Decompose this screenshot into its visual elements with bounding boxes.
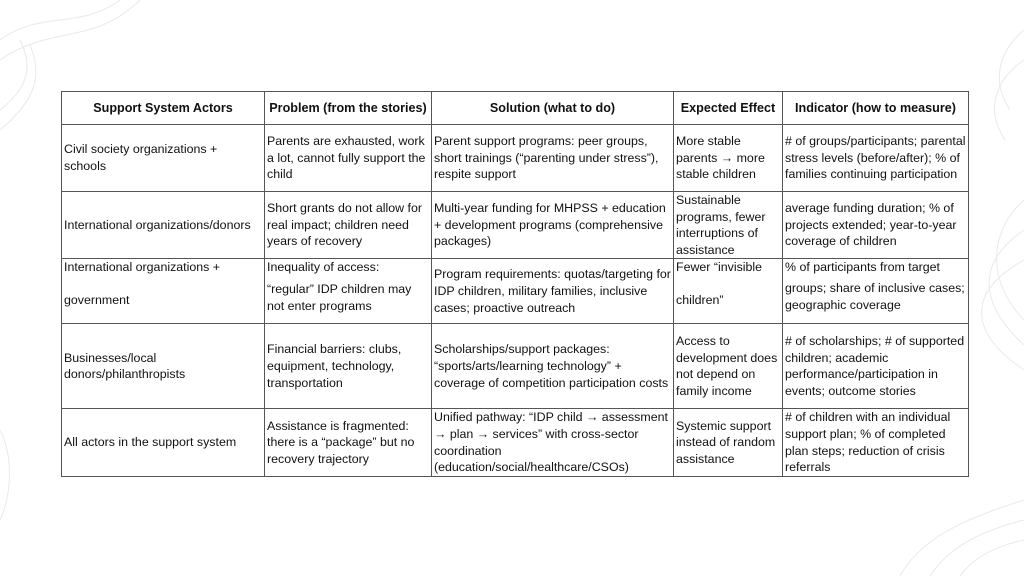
column-header-effect: Expected Effect bbox=[674, 92, 783, 125]
column-header-indicator: Indicator (how to measure) bbox=[783, 92, 969, 125]
cell-effect: Access to development does not depend on family income bbox=[674, 324, 783, 409]
table-row bbox=[62, 324, 969, 409]
column-header-actors: Support System Actors bbox=[62, 92, 265, 125]
cell-solution: Parent support programs: peer groups, short trainings (“parenting under stress”), respite support bbox=[432, 125, 674, 192]
cell-problem: Parents are exhausted, work a lot, cannot fully support the child bbox=[265, 125, 432, 192]
cell-effect-line2: children” bbox=[676, 292, 724, 307]
cell-problem: Assistance is fragmented: there is a “package” but no recovery trajectory bbox=[265, 409, 432, 476]
cell-indicator-line2: groups; share of inclusive cases; geographic coverage bbox=[785, 280, 965, 312]
cell-indicator bbox=[783, 259, 969, 324]
cell-effect: More stable parents → more stable children bbox=[674, 125, 783, 192]
cell-indicator: # of groups/participants; parental stress levels (before/after); % of families continuing participation bbox=[783, 125, 969, 192]
cell-indicator: # of children with an individual support plan; % of completed plan steps; reduction of crisis referrals bbox=[783, 409, 969, 476]
cell-solution: Unified pathway: “IDP child → assessment → plan → services” with cross-sector coordination (education/social/healthcare/CSOs) bbox=[432, 409, 674, 476]
table-row bbox=[62, 125, 969, 192]
cell-problem: Financial barriers: clubs, equipment, technology, transportation bbox=[265, 324, 432, 409]
cell-actors: Civil society organizations + schools bbox=[62, 125, 265, 192]
cell-actors: International organizations/donors bbox=[62, 192, 265, 259]
cell-effect: Sustainable programs, fewer interruptions of assistance bbox=[674, 192, 783, 259]
cell-problem-line2: “regular” IDP children may not enter programs bbox=[267, 281, 412, 313]
cell-effect bbox=[674, 259, 783, 324]
cell-problem-line1: Inequality of access: bbox=[267, 260, 380, 275]
cell-indicator: average funding duration; % of projects extended; year-to-year coverage of children bbox=[783, 192, 969, 259]
cell-problem bbox=[265, 259, 432, 324]
cell-solution: Program requirements: quotas/targeting for IDP children, military families, inclusive cases; proactive outreach bbox=[432, 259, 674, 324]
table-row bbox=[62, 259, 969, 324]
cell-actors-line1: International organizations + bbox=[64, 260, 221, 275]
column-header-problem: Problem (from the stories) bbox=[265, 92, 432, 125]
cell-solution: Multi-year funding for MHPSS + education + development programs (comprehensive packages) bbox=[432, 192, 674, 259]
table-header-row bbox=[62, 92, 969, 125]
cell-actors-line2: government bbox=[64, 292, 130, 307]
cell-solution: Scholarships/support packages: “sports/arts/learning technology” + coverage of competition participation costs bbox=[432, 324, 674, 409]
support-system-table bbox=[61, 91, 969, 477]
cell-actors: Businesses/local donors/philanthropists bbox=[62, 324, 265, 409]
cell-problem: Short grants do not allow for real impact; children need years of recovery bbox=[265, 192, 432, 259]
cell-actors: All actors in the support system bbox=[62, 409, 265, 476]
table-row bbox=[62, 409, 969, 476]
column-header-solution: Solution (what to do) bbox=[432, 92, 674, 125]
cell-indicator-line1: % of participants from target bbox=[785, 260, 940, 275]
cell-actors bbox=[62, 259, 265, 324]
support-table-container bbox=[61, 91, 969, 477]
cell-effect: Systemic support instead of random assistance bbox=[674, 409, 783, 476]
cell-indicator: # of scholarships; # of supported children; academic performance/participation in events; outcome stories bbox=[783, 324, 969, 409]
table-row bbox=[62, 192, 969, 259]
cell-effect-line1: Fewer “invisible bbox=[676, 260, 763, 275]
